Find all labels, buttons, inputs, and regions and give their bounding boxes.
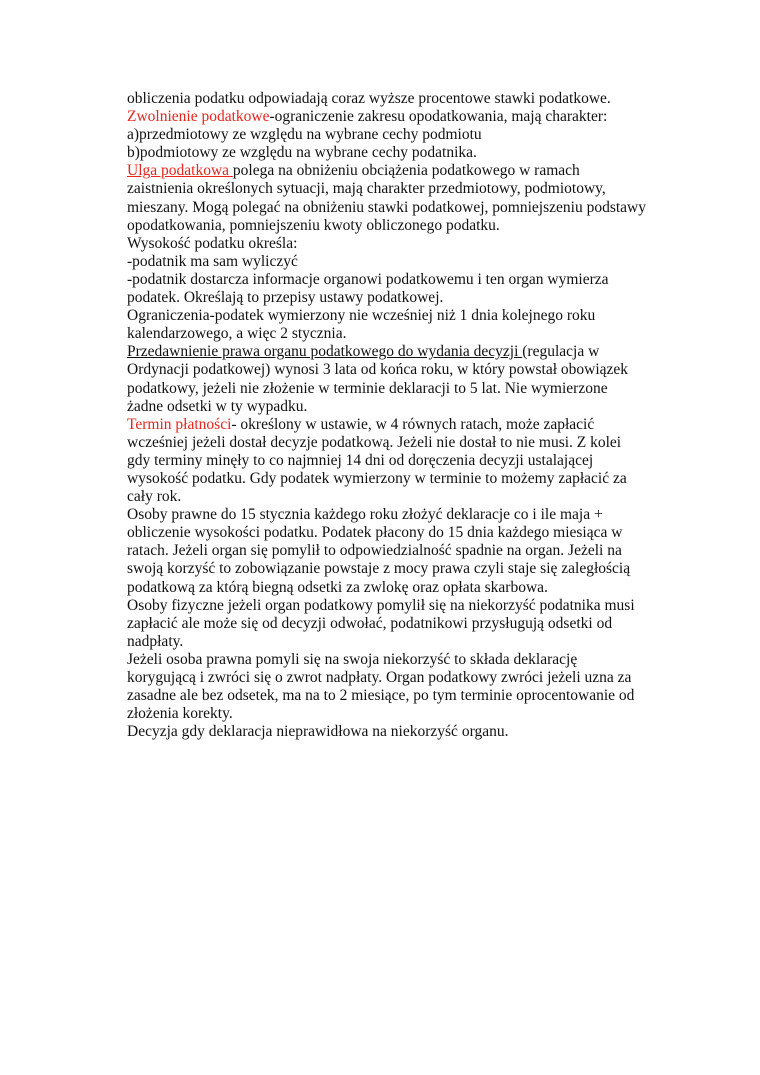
text-line (127, 235, 647, 253)
highlighted-term: Zwolnienie podatkowe (127, 108, 270, 126)
text-line (127, 398, 647, 416)
text-segment: - określony w ustawie, w 4 równych ratach, może zapłacić (231, 415, 595, 433)
text-segment: a)przedmiotowy ze względu na wybrane cechy podmiotu (127, 126, 482, 144)
text-segment: obliczenie wysokości podatku. Podatek płacony do 15 dnia każdego miesiąca w (127, 524, 623, 542)
text-segment: podatkową za którą biegną odsetki za zwlokę oraz opłata skarbowa. (127, 578, 548, 596)
text-segment: wcześniej jeżeli dostał decyzje podatkową. Jeżeli nie dostał to nie musi. Z kolei (127, 433, 622, 451)
text-segment: kalendarzowego, a więc 2 stycznia. (127, 325, 347, 343)
text-segment: cały rok. (127, 488, 182, 506)
text-line (127, 144, 647, 162)
text-segment: zaistnienia określonych sytuacji, mają charakter przedmiotowy, podmiotowy, (127, 180, 606, 198)
text-line (127, 597, 647, 615)
text-segment: -ograniczenie zakresu opodatkowania, mają charakter: (269, 108, 608, 126)
document-page (127, 90, 647, 741)
text-segment: Jeżeli osoba prawna pomyli się na swoja niekorzyść to składa deklarację (127, 650, 578, 668)
text-line (127, 452, 647, 470)
text-segment: (regulacja w (522, 343, 600, 361)
underlined-text: Przedawnienie prawa organu podatkowego do wydania decyzji (127, 343, 523, 361)
text-line (127, 416, 647, 434)
text-line (127, 199, 647, 217)
text-line (127, 669, 647, 687)
text-line (127, 343, 647, 361)
text-line (127, 615, 647, 633)
text-line (127, 217, 647, 235)
text-segment: nadpłaty. (127, 632, 184, 650)
text-line (127, 126, 647, 144)
text-line (127, 361, 647, 379)
text-line (127, 253, 647, 271)
text-segment: Osoby fizyczne jeżeli organ podatkowy pomylił się na niekorzyść podatnika musi (127, 596, 635, 614)
text-line (127, 307, 647, 325)
text-line (127, 506, 647, 524)
text-segment: Wysokość podatku określa: (127, 234, 298, 252)
text-line (127, 687, 647, 705)
text-line (127, 380, 647, 398)
text-segment: wysokość podatku. Gdy podatek wymierzony w terminie to możemy zapłacić za (127, 469, 627, 487)
text-segment: opodatkowania, pomniejszeniu kwoty obliczonego podatku. (127, 216, 500, 234)
text-segment: podatkowy, jeżeli nie złożenie w terminie deklaracji to 5 lat. Nie wymierzone (127, 379, 608, 397)
text-segment: Osoby prawne do 15 stycznia każdego roku złożyć deklaracje co i ile maja + (127, 506, 603, 524)
text-segment: swoją korzyść to zobowiązanie powstaje z mocy prawa czyli staje się zaległością (127, 560, 631, 578)
text-line (127, 579, 647, 597)
text-line (127, 488, 647, 506)
text-line (127, 524, 647, 542)
text-segment: -podatnik dostarcza informacje organowi podatkowemu i ten organ wymierza (127, 270, 609, 288)
text-line (127, 289, 647, 307)
text-segment: podatek. Określają to przepisy ustawy podatkowej. (127, 289, 444, 307)
text-segment: złożenia korekty. (127, 705, 233, 723)
text-segment: Decyzja gdy deklaracja nieprawidłowa na niekorzyść organu. (127, 723, 509, 741)
text-line (127, 271, 647, 289)
text-segment: obliczenia podatku odpowiadają coraz wyższe procentowe stawki podatkowe. (127, 90, 611, 107)
text-line (127, 90, 647, 108)
text-line (127, 162, 647, 180)
text-line (127, 633, 647, 651)
text-segment: gdy terminy minęły to co najmniej 14 dni od doręczenia decyzji ustalającej (127, 451, 594, 469)
text-line (127, 560, 647, 578)
text-segment: ratach. Jeżeli organ się pomylił to odpowiedzialność spadnie na organ. Jeżeli na (127, 542, 622, 560)
text-segment: Ograniczenia-podatek wymierzony nie wcześniej niż 1 dnia kolejnego roku (127, 307, 596, 325)
text-line (127, 325, 647, 343)
text-line (127, 651, 647, 669)
text-line (127, 542, 647, 560)
text-line (127, 434, 647, 452)
highlighted-term: Ulga podatkowa (127, 162, 233, 180)
text-segment: b)podmiotowy ze względu na wybrane cechy podatnika. (127, 144, 477, 162)
text-line (127, 723, 647, 741)
text-segment: Ordynacji podatkowej) wynosi 3 lata od końca roku, w który powstał obowiązek (127, 361, 629, 379)
text-segment: żadne odsetki w ty wypadku. (127, 397, 308, 415)
text-segment: -podatnik ma sam wyliczyć (127, 252, 298, 270)
text-segment: zapłacić ale może się od decyzji odwołać, podatnikowi przysługują odsetki od (127, 614, 613, 632)
text-line (127, 470, 647, 488)
text-segment: mieszany. Mogą polegać na obniżeniu stawki podatkowej, pomniejszeniu podstawy (127, 198, 646, 216)
text-segment: zasadne ale bez odsetek, ma na to 2 miesiące, po tym terminie oprocentowanie od (127, 687, 635, 705)
highlighted-term: Termin płatności (127, 415, 232, 433)
text-line (127, 180, 647, 198)
text-segment: korygującą i zwróci się o zwrot nadpłaty. Organ podatkowy zwróci jeżeli uzna za (127, 669, 632, 686)
text-line (127, 705, 647, 723)
text-line (127, 108, 647, 126)
text-segment: polega na obniżeniu obciążenia podatkowego w ramach (232, 162, 580, 180)
